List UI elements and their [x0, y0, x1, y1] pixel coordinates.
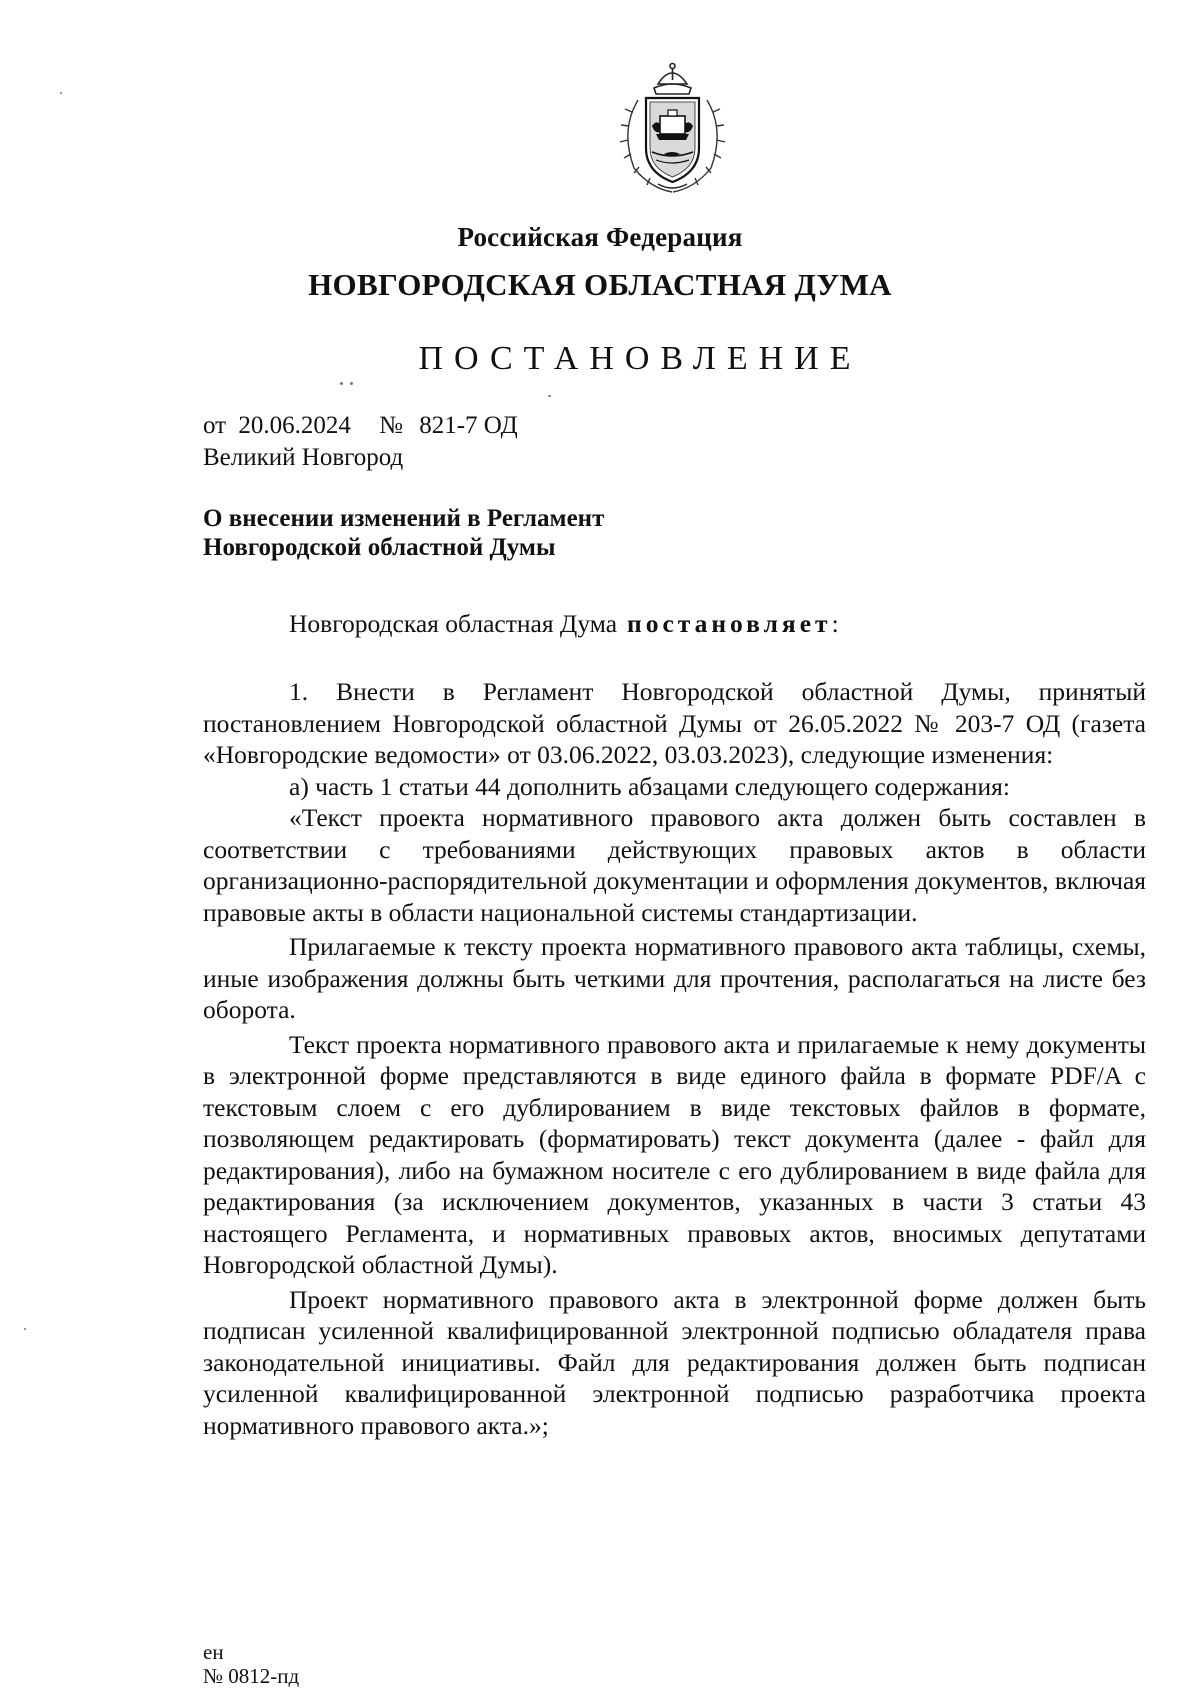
duma-heading: НОВГОРОДСКАЯ ОБЛАСТНАЯ ДУМА	[308, 267, 892, 302]
scan-speck	[60, 92, 62, 94]
scan-speck	[340, 382, 343, 385]
scan-speck	[548, 395, 551, 397]
subject-line-2: Новгородской областной Думы	[203, 534, 556, 561]
document-type-heading: ПОСТАНОВЛЕНИЕ	[418, 340, 862, 377]
document-number: 821-7 ОД	[419, 412, 518, 439]
intro-text: Новгородская областная Дума	[289, 609, 618, 638]
registration-number: № 0812-пд	[203, 1664, 300, 1688]
subject-line-1: О внесении изменений в Регламент	[203, 505, 605, 532]
paragraph-4: Прилагаемые к тексту проекта нормативного правового акта таблицы, схемы, иные изображения должны быть четкими для прочтения, располагаться на листе без оборота.	[203, 932, 1146, 1024]
resolution-body	[203, 676, 1146, 1441]
document-subject	[203, 504, 604, 562]
document-city: Великий Новгород	[203, 444, 404, 471]
paragraph-1: 1. Внести в Регламент Новгородской областной Думы, принятый постановлением Новгородской областной Думы от 26.05.2022 № 203-7 ОД (газета «Новгородские ведомости» от 03.06.2022, 03.03.2023), следующие изменения:	[203, 677, 1146, 769]
paragraph-3: «Текст проекта нормативного правового акта должен быть составлен в соответствии с требованиями действующих правовых актов в области организационно-распорядительной документации и оформления документов, включая правовые акты в области национальной системы стандартизации.	[203, 803, 1146, 927]
paragraph-5: Текст проекта нормативного правового акта и прилагаемые к нему документы в электронной форме представляются в виде единого файла в формате PDF/A с текстовым слоем с его дублированием в виде текстовых файлов в формате, позволяющем редактировать (форматировать) текст документа (далее - файл для редактирования), либо на бумажном носителе с его дублированием в виде файла для редактирования (за исключением документов, указанных в части 3 статьи 43 настоящего Регламента, и нормативных правовых актов, вносимых депутатами Новгородской областной Думы).	[203, 1029, 1146, 1279]
paragraph-6: Проект нормативного правового акта в электронной форме должен быть подписан усиленной квалифицированной электронной подписью обладателя права законодательной инициативы. Файл для редактирования должен быть подписан усиленной квалифицированной электронной подписью разработчика проекта нормативного правового акта.»;	[203, 1284, 1146, 1440]
novgorod-coat-of-arms-icon	[610, 60, 735, 198]
intro-colon: :	[831, 609, 839, 638]
scan-speck	[350, 382, 353, 385]
document-date-number	[203, 410, 518, 442]
scan-speck	[24, 1328, 26, 1330]
document-footer	[203, 1640, 299, 1688]
resolution-intro	[203, 608, 1146, 640]
executor-initials: ен	[203, 1640, 224, 1664]
paragraph-2: а) часть 1 статьи 44 дополнить абзацами следующего содержания:	[289, 771, 1010, 801]
date-prefix: от	[203, 412, 227, 439]
intro-verb: постановляет	[627, 609, 832, 638]
document-date: 20.06.2024	[238, 412, 351, 439]
federation-heading: Российская Федерация	[457, 222, 743, 252]
number-sign: №	[379, 412, 403, 439]
